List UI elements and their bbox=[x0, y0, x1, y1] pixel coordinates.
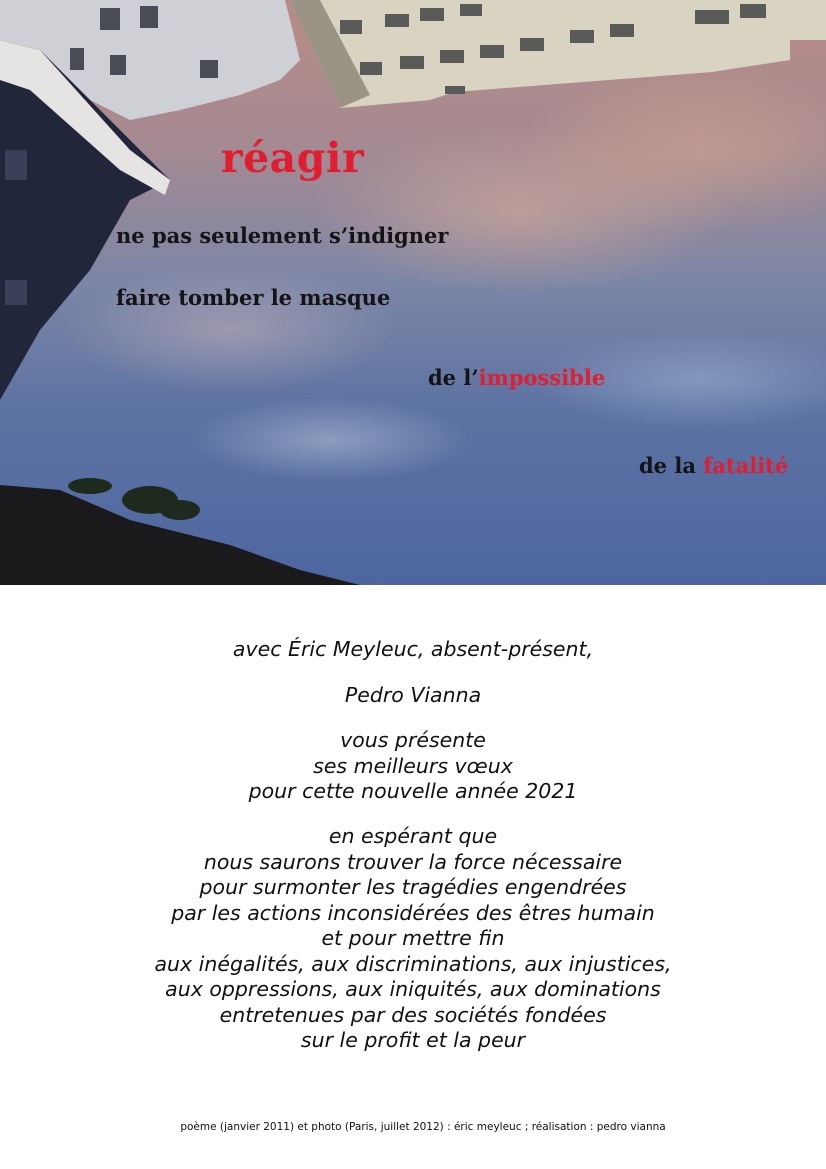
hope-line: entretenues par des sociétés fondées bbox=[219, 1002, 607, 1027]
greeting-author-line: Pedro Vianna bbox=[344, 683, 482, 707]
greeting-with bbox=[0, 637, 826, 663]
greeting-hope bbox=[0, 824, 826, 1054]
wishes-line: pour cette nouvelle année 2021 bbox=[248, 779, 578, 803]
credit-line: poème (janvier 2011) et photo (Paris, juillet 2012) : éric meyleuc ; réalisation : pedro vianna bbox=[180, 1121, 666, 1133]
wishes-line: ses meilleurs vœux bbox=[313, 753, 513, 778]
hope-line: aux oppressions, aux iniquités, aux dominations bbox=[165, 977, 661, 1001]
poem-line-3 bbox=[428, 365, 605, 390]
hope-line: nous saurons trouver la force nécessaire bbox=[203, 849, 623, 874]
poem-line-2: faire tomber le masque bbox=[116, 285, 391, 310]
greeting-with-line: avec Éric Meyleuc, absent-présent, bbox=[232, 637, 594, 661]
poem-line-4 bbox=[639, 453, 788, 478]
hope-line: par les actions inconsidérées des êtres humain bbox=[171, 900, 655, 925]
greeting-author bbox=[0, 683, 826, 709]
hope-line: pour surmonter les tragédies engendrées bbox=[199, 875, 627, 899]
poem-line-1: ne pas seulement s’indigner bbox=[116, 223, 449, 248]
poem-line-3-prefix: de l’ bbox=[428, 365, 479, 390]
greeting-wishes bbox=[0, 728, 826, 805]
poem-word-fatalite: fatalité bbox=[703, 453, 789, 478]
hope-line: sur le profit et la peur bbox=[300, 1028, 526, 1052]
poem-line-4-prefix: de la bbox=[639, 453, 704, 478]
hope-line: aux inégalités, aux discriminations, aux injustices, bbox=[154, 951, 672, 976]
hope-line: en espérant que bbox=[328, 824, 498, 848]
wishes-line: vous présente bbox=[340, 728, 486, 752]
poem-word-impossible: impossible bbox=[478, 365, 606, 390]
hope-line: et pour mettre fin bbox=[321, 926, 505, 950]
poem-title: réagir bbox=[221, 134, 365, 182]
